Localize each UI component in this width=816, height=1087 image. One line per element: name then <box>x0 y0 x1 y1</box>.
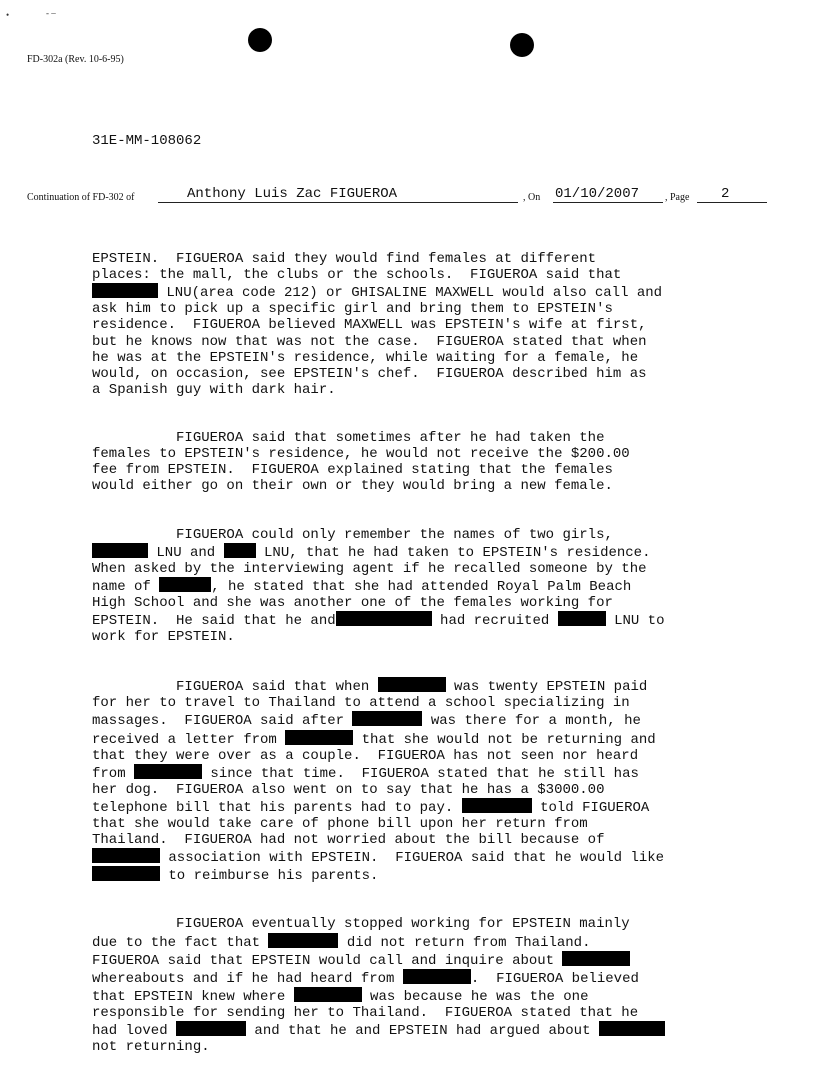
page-label: , Page <box>665 192 690 203</box>
page-underline <box>697 202 767 203</box>
paragraph-4: FIGUEROA said that when was twenty EPSTEIN paid for her to travel to Thailand to attend a school specializing in massages. FIGUEROA said after was there for a month, he received a letter from that she would not be returning and that they were over as a couple. FIGUEROA has not seen nor heard from since that time. FIGUEROA stated that he still has her dog. FIGUEROA also went on to say that he has a $3000.00 telephone bill that his parents had to pay. told FIGUEROA that she would take care of phone bill upon her return from Thailand. FIGUEROA had not worried about the bill because of association with EPSTEIN. FIGUEROA said that he would like to reimburse his parents. <box>92 679 665 885</box>
redaction <box>176 1021 246 1036</box>
redaction <box>558 611 606 626</box>
redaction <box>599 1021 665 1036</box>
scan-mark: • <box>6 10 10 20</box>
redaction <box>285 730 353 745</box>
punch-hole-right <box>510 33 534 57</box>
paragraph-2: FIGUEROA said that sometimes after he had taken the females to EPSTEIN's residence, he would not receive the $200.00 fee from EPSTEIN. FIGUEROA explained stating that the females would either go on their own or they would bring a new female. <box>92 430 630 495</box>
redaction <box>403 969 471 984</box>
document-body <box>92 235 732 1087</box>
page-number: 2 <box>721 186 730 202</box>
paragraph-3: FIGUEROA could only remember the names of two girls, LNU and LNU, that he had taken to EPSTEIN's residence. When asked by the interviewing agent if he recalled someone by the name of , he stated that she had attended Royal Palm Beach High School and she was another one of the females working for EPSTEIN. He said that he and had recruited LNU to work for EPSTEIN. <box>92 526 665 646</box>
redaction <box>134 764 202 779</box>
on-label: , On <box>523 192 541 203</box>
redaction <box>352 711 422 726</box>
punch-hole-left <box>248 28 272 52</box>
interview-date: 01/10/2007 <box>555 186 640 202</box>
redaction <box>462 798 532 813</box>
subject-name: Anthony Luis Zac FIGUEROA <box>187 186 398 202</box>
paragraph-1: EPSTEIN. FIGUEROA said they would find females at different places: the mall, the clubs or the schools. FIGUEROA said that LNU(area code 212) or GHISALINE MAXWELL would also call and ask him to pick up a specific girl and bring them to EPSTEIN's residence. FIGUEROA believed MAXWELL was EPSTEIN's wife at first, but he knows now that was not the case. FIGUEROA stated that when he was at the EPSTEIN's residence, while waiting for a female, he would, on occasion, see EPSTEIN's chef. FIGUEROA described him as a Spanish guy with dark hair. <box>92 251 663 398</box>
redaction <box>159 577 211 592</box>
redaction <box>224 543 256 558</box>
paragraph-5: FIGUEROA eventually stopped working for EPSTEIN mainly due to the fact that did not return from Thailand. FIGUEROA said that EPSTEIN would call and inquire about whereabouts and if he had heard from . FIGUEROA believed that EPSTEIN knew where was because he was the one responsible for sending her to Thailand. FIGUEROA stated that he had loved and that he and EPSTEIN had argued about not returning. <box>92 916 732 1055</box>
redaction <box>336 611 432 626</box>
continuation-header <box>27 186 767 208</box>
redaction <box>562 951 630 966</box>
redaction <box>378 677 446 692</box>
redaction <box>268 933 338 948</box>
scan-mark: - – <box>46 8 56 18</box>
redaction <box>92 543 148 558</box>
redaction <box>92 283 158 298</box>
redaction <box>294 987 362 1002</box>
continuation-label: Continuation of FD-302 of <box>27 192 135 203</box>
redaction <box>92 866 160 881</box>
form-id: FD-302a (Rev. 10-6-95) <box>27 54 124 65</box>
redaction <box>92 848 160 863</box>
date-underline <box>553 202 663 203</box>
subject-underline <box>158 202 518 203</box>
file-number: 31E-MM-108062 <box>92 133 202 149</box>
